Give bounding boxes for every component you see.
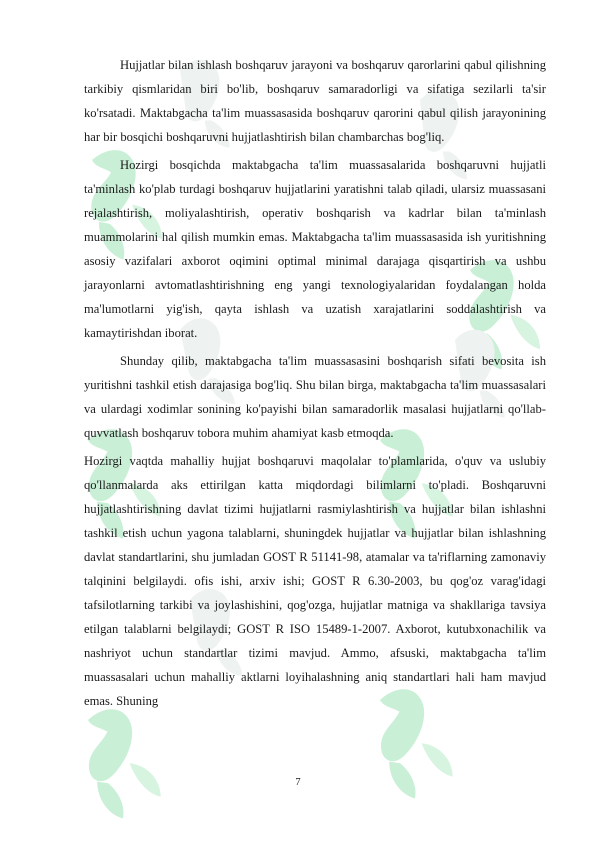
paragraph-2: Hozirgi bosqichda maktabgacha ta'lim muassasalarida boshqaruvni hujjatli ta'minlash ko'plab turdagi boshqaruv hujjatlarini yaratishni talab qiladi, ularsiz muassasani rejalashtirish, moliyalashtirish, operativ boshqarish va kadrlar bilan ta'minlash muammolarini hal qilish mumkin emas. Maktabgacha ta'lim muassasasida ish yuritishning asosiy vazifalari axborot oqimini optimal minimal darajaga qisqartirish va ushbu jarayonlarni avtomatlashtirishning eng yangi texnologiyalaridan foydalangan holda ma'lumotlarni yig'ish, qayta ishlash va uzatish xarajatlarini soddalashtirish va kamaytirishdan iborat. [84,158,546,340]
paragraph-1: Hujjatlar bilan ishlash boshqaruv jarayoni va boshqaruv qarorlarini qabul qilishning tarkibiy qismlaridan biri bo'lib, boshqaruv samaradorligi va sifatiga sezilarli ta'sir ko'rsatadi. Maktabgacha ta'lim muassasasida boshqaruv qarorini qabul qilish jarayonining har bir bosqichi boshqaruvni hujjatlashtirish bilan chambarchas bog'liq. [84,58,546,144]
page-body [84,53,546,713]
page-number: 7 [295,777,301,788]
paragraph-4: Hozirgi vaqtda mahalliy hujjat boshqaruvi maqolalar to'plamlarida, o'quv va uslubiy qo'llanmalarda aks ettirilgan katta miqdordagi bilimlarni to'pladi. Boshqaruvni hujjatlashtirishning davlat tizimi hujjatlarni rasmiylashtirish va hujjatlar bilan ishlashni tashkil etish uchun yagona talablarni, shuningdek hujjatlar va hujjatlar bilan ishlashning davlat standartlarini, shu jumladan GOST R 51141-98, atamalar va ta'riflarning zamonaviy talqinini belgilaydi. ofis ishi, arxiv ishi; GOST R 6.30-2003, bu qog'oz varag'idagi tafsilotlarning tarkibi va joylashishini, qog'ozga, hujjatlar matniga va shakllariga tavsiya etilgan talablarni belgilaydi; GOST R ISO 15489-1-2007. Axborot, kutubxonachilik va nashriyot uchun standartlar tizimi mavjud. Ammo, afsuski, maktabgacha ta'lim muassasalari uchun mahalliy aktlarni loyihalashning aniq standartlari hali ham mavjud emas. Shuning [84,454,546,708]
paragraph-3: Shunday qilib, maktabgacha ta'lim muassasasini boshqarish sifati bevosita ish yuritishni tashkil etish darajasiga bog'liq. Shu bilan birga, maktabgacha ta'lim muassasalari va ulardagi xodimlar sonining ko'payishi bilan samaradorlik masalasi hujjatlarni qo'llab-quvvatlash boshqaruv tobora muhim ahamiyat kasb etmoqda. [84,354,546,440]
